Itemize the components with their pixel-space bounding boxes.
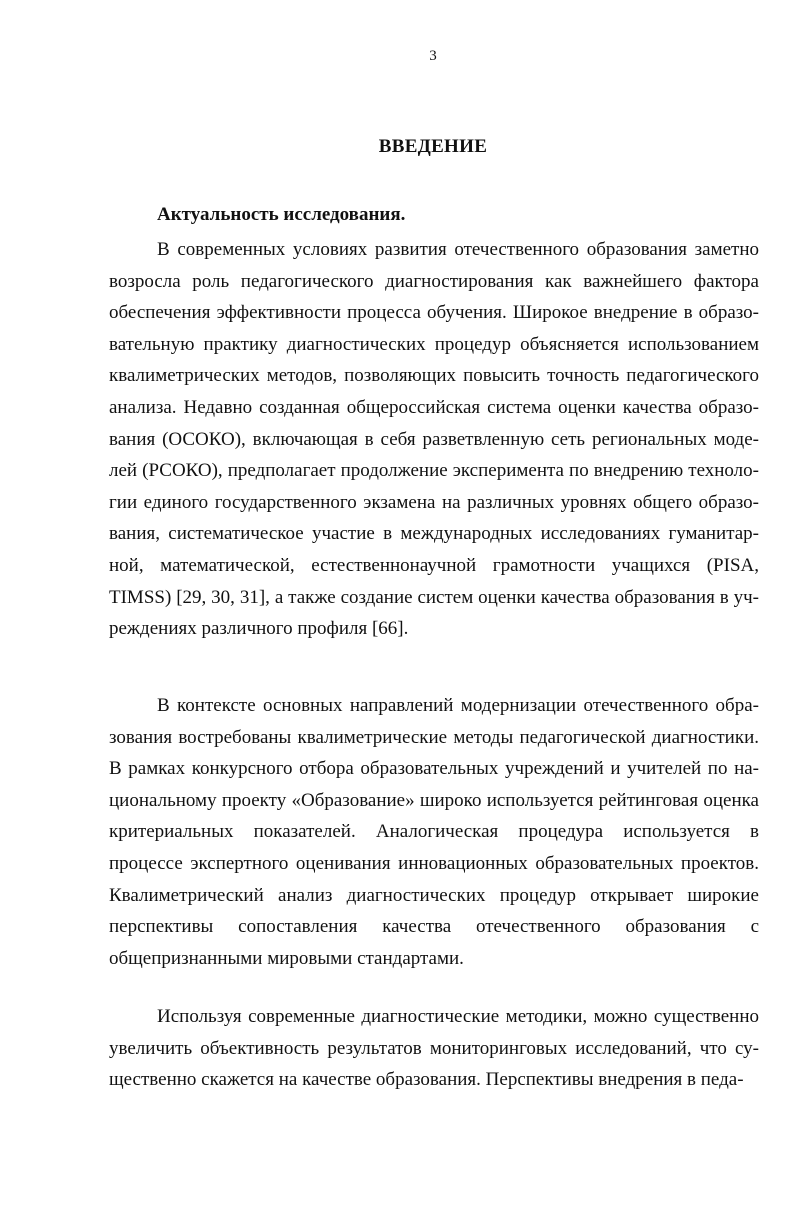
section-title: ВВЕДЕНИЕ	[378, 136, 488, 157]
page-number: 3	[429, 48, 437, 64]
paragraph-1: В современных условиях развития отечественного образования заметно возросла роль педагогического диагностирования как важнейшего фактора обеспечения эффективности процесса обучения. Широкое внедрение в образовательную практику диагностических процедур объясняется использованием квалиметрических методов, позволяющих повысить точность педагогического анализа. Недавно созданная общероссийская система оценки качества образования (ОСОКО), включающая в себя разветвленную сеть региональных моделей (РСОКО), предполагает продолжение эксперимента по внедрению технологии единого государственного экзамена на различных уровнях общего образования, систематическое участие в международных исследованиях гуманитарной, математической, естественнонаучной грамотности учащихся (PISA, TIMSS) [29, 30, 31], а также создание систем оценки качества образования в учреждениях различного профиля [66].	[109, 239, 759, 640]
subheading: Актуальность исследования.	[157, 204, 406, 225]
paragraph-3: Используя современные диагностические методики, можно существенно увеличить объективность результатов мониторинговых исследований, что существенно скажется на качестве образования. Перспективы внедрения в педа-	[109, 1006, 759, 1091]
paragraph-2: В контексте основных направлений модернизации отечественного образования востребованы квалиметрические методы педагогической диагностики. В рамках конкурсного отбора образовательных учреждений и учителей по национальному проекту «Образование» широко используется рейтинговая оценка критериальных показателей. Аналогическая процедура используется в процессе экспертного оценивания инновационных образовательных проектов. Квалиметрический анализ диагностических процедур открывает широкие перспективы сопоставления качества отечественного образования с общепризнанными мировыми стандартами.	[109, 695, 759, 969]
